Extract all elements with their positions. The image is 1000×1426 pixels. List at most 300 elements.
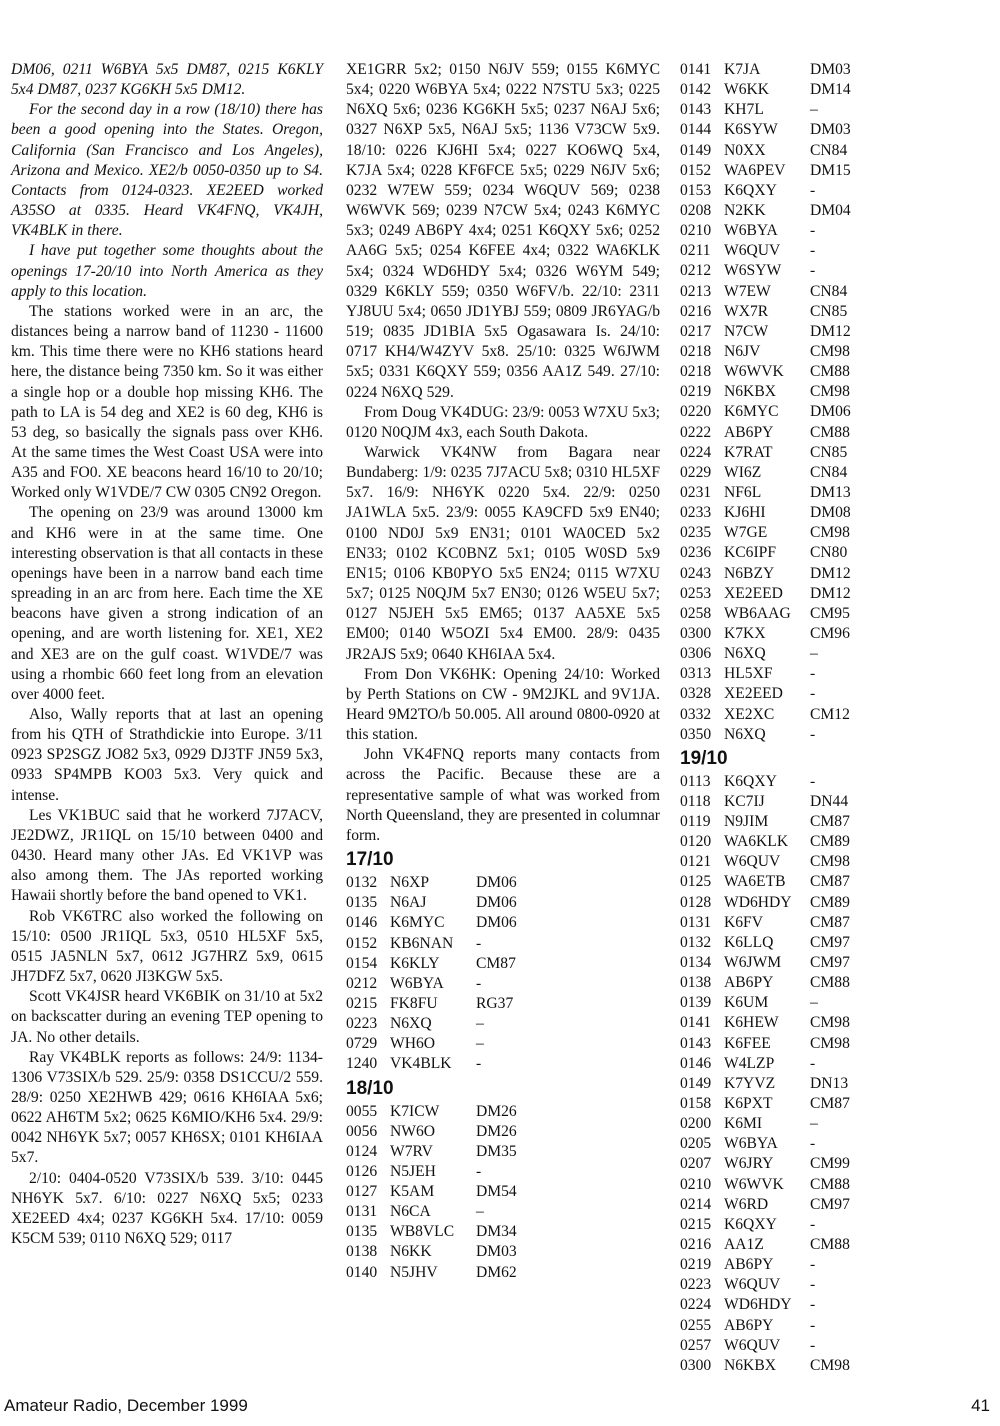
log-callsign: W6JWM: [724, 954, 782, 972]
log-time: 0210: [680, 1175, 712, 1193]
log-grid: CM12: [810, 705, 850, 723]
log-grid: -: [810, 1276, 816, 1294]
col2_text-paragraph: From Doug VK4DUG: 23/9: 0053 W7XU 5x3; 0120 N0QJM 4x3, each South Dakota.: [346, 403, 660, 441]
log-row: [680, 80, 990, 100]
log-row: [346, 1263, 660, 1283]
log-row: [346, 1242, 660, 1262]
log-time: 0134: [680, 954, 712, 972]
log-callsign: AB6PY: [724, 974, 774, 992]
log-callsign: K5AM: [390, 1183, 435, 1201]
log-row: [680, 261, 990, 281]
log-row: [680, 282, 990, 302]
log-time: 0158: [680, 1095, 712, 1113]
log-row: [680, 1195, 990, 1215]
log-callsign: K7RAT: [724, 443, 773, 461]
log-callsign: WA6KLK: [724, 833, 789, 851]
log-callsign: K6MYC: [390, 914, 445, 932]
log-grid: CN84: [810, 282, 848, 300]
log-row: [680, 725, 990, 745]
log-time: 0253: [680, 584, 712, 602]
log-row: [680, 503, 990, 523]
col1-paragraph: The opening on 23/9 was around 13000 km and KH6 were in at the same time. One interesting observation is that all contacts in these openings have been in a narrow band each time spreading in an arc from here. Each time the XE beacons have given a strong indication of an opening, and are worth listening for. XE1, XE2 and XE3 are on the gulf coast. W1VDE/7 was using a rhombic 660 feet long from an elevation over 4000 feet.: [11, 504, 323, 703]
log-callsign: WH6O: [390, 1035, 436, 1053]
log-time: 0223: [680, 1276, 712, 1294]
log-row: [680, 973, 990, 993]
log-grid: DM34: [476, 1223, 517, 1241]
log-row: [680, 1134, 990, 1154]
log-callsign: W6BYA: [724, 1135, 778, 1153]
log-row: [680, 241, 990, 261]
log-grid: -: [810, 1054, 816, 1072]
log-grid: CM97: [810, 933, 850, 951]
log-time: 0213: [680, 282, 712, 300]
log-row: [680, 564, 990, 584]
log-grid: CM96: [810, 624, 850, 642]
log-row: [346, 1102, 660, 1122]
log-row: [346, 1014, 660, 1034]
log-grid: DM14: [810, 81, 851, 99]
log-callsign: N2KK: [724, 201, 766, 219]
log-time: 0138: [680, 974, 712, 992]
log-time: 0258: [680, 604, 712, 622]
log-grid: -: [810, 1316, 816, 1334]
log-callsign: N6BZY: [724, 564, 775, 582]
log-time: 0212: [346, 974, 378, 992]
log-row: [680, 1013, 990, 1033]
log-row: [346, 934, 660, 954]
log-callsign: K6MYC: [724, 403, 779, 421]
log-time: 0223: [346, 1015, 378, 1033]
log-callsign: XE2EED: [724, 685, 783, 703]
log-callsign: N9JIM: [724, 813, 769, 831]
log-callsign: KJ6HI: [724, 504, 766, 522]
log-time: 0313: [680, 665, 712, 683]
log-grid: CM98: [810, 1014, 850, 1032]
log-time: 0146: [680, 1054, 712, 1072]
log-row: [346, 913, 660, 933]
log-grid: CM95: [810, 604, 850, 622]
log-time: 0056: [346, 1122, 378, 1140]
log-time: 0231: [680, 483, 712, 501]
log-time: 0138: [346, 1243, 378, 1261]
log-row: [680, 772, 990, 792]
log-grid: DM12: [810, 322, 851, 340]
log-callsign: K7YVZ: [724, 1074, 776, 1092]
log-time: 0229: [680, 463, 712, 481]
log-grid: DM03: [810, 61, 851, 78]
page-footer: [0, 1396, 1000, 1420]
log-row: [680, 1215, 990, 1235]
log-callsign: W6QUV: [724, 1336, 781, 1354]
log-row: [680, 382, 990, 402]
log-row: [680, 832, 990, 852]
log-row: [346, 1202, 660, 1222]
log-time: 0328: [680, 685, 712, 703]
log-time: 0118: [680, 792, 711, 810]
log-row: [680, 1074, 990, 1094]
log-callsign: K6MI: [724, 1115, 763, 1133]
col2_text-paragraph: From Don VK6HK: Opening 24/10: Worked by Perth Stations on CW - 9M2JKL and 9V1JA. Heard 9M2TO/b 50.005. All around 0800-0920 at this station.: [346, 665, 660, 744]
log-grid: CM98: [810, 1034, 850, 1052]
log-grid: DM03: [810, 121, 851, 139]
log-row: [680, 362, 990, 382]
log-grid: DM12: [810, 564, 851, 582]
log-grid: -: [810, 1336, 816, 1354]
log-time: 0215: [346, 994, 378, 1012]
log-grid: -: [810, 242, 816, 260]
log-grid: CM97: [810, 1195, 850, 1213]
log-time: 0235: [680, 524, 712, 542]
log-time: 0141: [680, 61, 712, 78]
log-time: 0236: [680, 544, 712, 562]
log-row: [680, 1356, 990, 1376]
log-grid: -: [810, 725, 816, 743]
log-grid: CM88: [810, 423, 850, 441]
log-time: 0215: [680, 1215, 712, 1233]
log-row: [680, 644, 990, 664]
log-row: [346, 873, 660, 893]
log-callsign: K7KX: [724, 624, 766, 642]
log-row: [680, 953, 990, 973]
log-grid: DM06: [810, 403, 851, 421]
log-grid: -: [810, 181, 816, 199]
log-callsign: K6SYW: [724, 121, 778, 139]
log-grid: CM89: [810, 833, 850, 851]
log-row: [680, 483, 990, 503]
log-callsign: W4LZP: [724, 1054, 775, 1072]
date-heading: 17/10: [346, 849, 394, 871]
log-grid: CN85: [810, 302, 848, 320]
log-time: 0142: [680, 81, 712, 99]
log-grid: CM87: [810, 913, 850, 931]
log-time: 0149: [680, 141, 712, 159]
log-callsign: W6JRY: [724, 1155, 774, 1173]
log-grid: CM88: [810, 1175, 850, 1193]
log-callsign: N6CA: [390, 1203, 431, 1221]
log-row: [680, 852, 990, 872]
log-row: [346, 1054, 660, 1074]
log-grid: CM87: [810, 1095, 850, 1113]
log-time: 0219: [680, 1256, 712, 1274]
log-time: 0121: [680, 853, 712, 871]
date-heading: 19/10: [680, 747, 728, 769]
log-callsign: WB8VLC: [390, 1223, 455, 1241]
log-row: [680, 933, 990, 953]
log-callsign: W7GE: [724, 524, 768, 542]
log-grid: –: [476, 1035, 484, 1053]
log-row: [680, 1054, 990, 1074]
log-grid: DM54: [476, 1183, 517, 1201]
log-callsign: K6QXY: [724, 181, 777, 199]
col1-paragraph: Rob VK6TRC also worked the following on 15/10: 0500 JR1IQL 5x3, 0510 HL5XF 5x5, 0515 JA5NLN 5x7, 0612 JG7HRZ 5x9, 0615 JH7DFZ 5x7, 0620 JI3KGW 5x5.: [11, 907, 323, 986]
log-callsign: FK8FU: [390, 994, 438, 1012]
log-row: [680, 584, 990, 604]
log-row: [680, 1175, 990, 1195]
log-time: 1240: [346, 1055, 378, 1073]
log-grid: DM13: [810, 483, 851, 501]
log-grid: CM87: [810, 813, 850, 831]
log-grid: CN84: [810, 141, 848, 159]
log-time: 0132: [680, 933, 712, 951]
log-callsign: W6KK: [724, 81, 770, 99]
log-time: 0214: [680, 1195, 712, 1213]
log-grid: –: [810, 101, 818, 119]
log-row: [680, 423, 990, 443]
log-grid: CM98: [810, 1356, 850, 1374]
log-callsign: K6HEW: [724, 1014, 779, 1032]
log-callsign: K7ICW: [390, 1102, 440, 1120]
log-callsign: N6XQ: [724, 725, 766, 743]
log-grid: -: [810, 1256, 816, 1274]
log-grid: RG37: [476, 994, 514, 1012]
log-callsign: W6BYA: [724, 222, 778, 240]
log-row: [680, 705, 990, 725]
log-row: [680, 604, 990, 624]
log-time: 0152: [346, 934, 378, 952]
log-row: [680, 443, 990, 463]
log-grid: CM87: [810, 873, 850, 891]
log-grid: -: [476, 934, 482, 952]
log-callsign: N6KBX: [724, 383, 776, 401]
log-row: [680, 221, 990, 241]
log-time: 0143: [680, 1034, 712, 1052]
log-grid: -: [810, 1215, 816, 1233]
log-time: 0143: [680, 101, 712, 119]
log-row: [680, 1336, 990, 1356]
log-callsign: N6AJ: [390, 894, 427, 912]
log-row: [346, 954, 660, 974]
log-callsign: VK4BLK: [390, 1055, 452, 1073]
log-grid: CM97: [810, 954, 850, 972]
log-row: [680, 664, 990, 684]
log-time: 0055: [346, 1102, 378, 1120]
log-row: [680, 342, 990, 362]
log-time: 0300: [680, 624, 712, 642]
log-callsign: W7EW: [724, 282, 771, 300]
log-grid: DM26: [476, 1102, 517, 1120]
log-time: 0139: [680, 994, 712, 1012]
log-row: [680, 1114, 990, 1134]
log-callsign: AA1Z: [724, 1236, 764, 1254]
log-time: 0243: [680, 564, 712, 582]
log-grid: DM26: [476, 1122, 517, 1140]
date-heading: 18/10: [346, 1077, 394, 1099]
col2_text-paragraph: XE1GRR 5x2; 0150 N6JV 559; 0155 K6MYC 5x4; 0220 W6BYA 5x4; 0222 N7STU 5x3; 0225 N6XQ 5x6; 0236 KG6KH 5x5; 0237 N6AJ 5x6; 0327 N6XP 5x5, N6AJ 5x5; 1136 V73CW 5x9. 18/10: 0226 KJ6HI 5x4; 0227 KO6WQ 5x4, K7JA 5x4; 0228 KF6FCE 5x5; 0229 N6JV 5x6; 0232 W7EW 559; 0234 W6QUV 569; 0238 W6WVK 569; 0239 N7CW 5x4; 0243 K6MYC 5x3; 0249 AB6PY 4x4; 0251 K6QXY 5x6; 0252 AA6G 5x5; 0254 K6FEE 4x4; 0322 WA6KLK 5x4; 0324 WD6HDY 5x4; 0326 W6YM 549; 0329 K6KLY 559; 0350 W6FV/b. 22/10: 2311 YJ8UU 5x4; 0650 JD1YBJ 559; 0809 JR6YAG/b 519; 0835 JD1BIA 5x5 Ogasawara Is. 24/10: 0717 KH4/W4ZYV 5x8. 25/10: 0325 W6JWM 5x5; 0331 K6QXY 559; 0356 AA1Z 549. 27/10: 0224 N6XQ 529.: [346, 61, 660, 401]
log-row: [346, 1122, 660, 1142]
col1-paragraph: Ray VK4BLK reports as follows: 24/9: 1134-1306 V73SIX/b 529. 25/9: 0358 DS1CCU/2 559. 28/9: 0250 XE2HWB 429; 0616 KH6IAA 5x6; 0622 AH6TM 5x2; 0625 K6MIO/KH6 5x4. 29/9: 0042 NH6YK 5x7; 0057 KH6SX; 0101 KH6IAA 5x7.: [11, 1048, 323, 1167]
log-grid: DM12: [810, 584, 851, 602]
log-time: 0306: [680, 645, 712, 663]
log-time: 0119: [680, 813, 711, 831]
log-time: 0218: [680, 342, 712, 360]
log-row: [346, 994, 660, 1014]
log-time: 0146: [346, 914, 378, 932]
log-callsign: KC6IPF: [724, 544, 776, 562]
log-grid: -: [810, 772, 816, 790]
log-grid: CM98: [810, 383, 850, 401]
col1-paragraph: Also, Wally reports that at last an opening from his QTH of Strathdickie into Europe. 3/11 0923 SP2SGZ JO82 5x3, 0929 DJ3TF JN59 5x3, 0933 SP4MPB KO03 5x3. Very quick and intense.: [11, 706, 323, 804]
log-grid: CM87: [476, 954, 516, 972]
log-row: [680, 1154, 990, 1174]
log-grid: DM15: [810, 161, 851, 179]
log-callsign: K6FEE: [724, 1034, 771, 1052]
log-row: [680, 1235, 990, 1255]
log-time: 0255: [680, 1316, 712, 1334]
col1-paragraph: DM06, 0211 W6BYA 5x5 DM87, 0215 K6KLY 5x4 DM87, 0237 KG6KH 5x5 DM12.: [11, 61, 323, 99]
log-time: 0131: [680, 913, 712, 931]
log-time: 0211: [680, 242, 711, 260]
log-row: [680, 60, 990, 80]
log-callsign: W6SYW: [724, 262, 782, 280]
log-row: [680, 120, 990, 140]
log-callsign: N6XQ: [390, 1015, 432, 1033]
log-row: [346, 1034, 660, 1054]
log-time: 0135: [346, 894, 378, 912]
log-row: [680, 1034, 990, 1054]
log-grid: -: [476, 974, 482, 992]
log-grid: CN85: [810, 443, 848, 461]
log-callsign: N6XP: [390, 874, 429, 892]
log-grid: –: [476, 1015, 484, 1033]
log-callsign: N6XQ: [724, 645, 766, 663]
log-time: 0120: [680, 833, 712, 851]
log-callsign: W6QUV: [724, 1276, 781, 1294]
log-row: [680, 872, 990, 892]
log-grid: DM08: [810, 504, 851, 522]
column-2: [346, 60, 660, 1283]
log-callsign: AB6PY: [724, 1256, 774, 1274]
log-row: [680, 543, 990, 563]
log-row: [680, 1316, 990, 1336]
log-callsign: WB6AAG: [724, 604, 791, 622]
log-row: [680, 1094, 990, 1114]
log-row: [680, 812, 990, 832]
log-callsign: N6KBX: [724, 1356, 776, 1374]
log-time: 0212: [680, 262, 712, 280]
log-callsign: KB6NAN: [390, 934, 454, 952]
log-row: [680, 684, 990, 704]
log-callsign: W6QUV: [724, 853, 781, 871]
log-time: 0153: [680, 181, 712, 199]
log-time: 0220: [680, 403, 712, 421]
log-callsign: AB6PY: [724, 423, 774, 441]
log-row: [680, 1275, 990, 1295]
log-row: [680, 141, 990, 161]
log-callsign: WI6Z: [724, 463, 762, 481]
log-callsign: W6BYA: [390, 974, 444, 992]
log-callsign: XE2EED: [724, 584, 783, 602]
log-time: 0124: [346, 1142, 378, 1160]
log-grid: DM62: [476, 1263, 517, 1281]
log-grid: CM89: [810, 893, 850, 911]
log-row: [680, 402, 990, 422]
publication-title: Amateur Radio, December 1999: [4, 1396, 248, 1415]
log-time: 0233: [680, 504, 712, 522]
log-grid: -: [476, 1055, 482, 1073]
log-grid: CM88: [810, 1236, 850, 1254]
log-grid: CM88: [810, 363, 850, 381]
log-row: [346, 1142, 660, 1162]
log-callsign: K6FV: [724, 913, 763, 931]
log-time: 0200: [680, 1115, 712, 1133]
log-callsign: WD6HDY: [724, 893, 792, 911]
log-time: 0207: [680, 1155, 712, 1173]
log-grid: CN84: [810, 463, 848, 481]
col1-paragraph: The stations worked were in an arc, the distances being a narrow band of 11230 - 11600 km. This time there were no KH6 stations heard here, the distance being 7350 km. So it was either a single hop or a double hop missing KH6. The path to LA is 54 deg and XE2 is 60 deg, KH6 is 53 deg, so basically the signals pass over KH6. At the same times the West Coast USA were into A35 and FO0. XE beacons heard 16/10 to 20/10; Worked only W1VDE/7 CW 0305 CN92 Oregon.: [11, 302, 323, 502]
log-callsign: AB6PY: [724, 1316, 774, 1334]
log-grid: -: [810, 222, 816, 240]
col1-paragraph: For the second day in a row (18/10) there has been a good opening into the States. Oregon, California (San Francisco and Los Angeles), Arizona and Mexico. XE2/b 0050-0350 up to S4. Contacts from 0124-0323. XE2EED worked A35SO at 0335. Heard VK4FNQ, VK4JH, VK4BLK in there.: [11, 101, 323, 240]
log-time: 0205: [680, 1135, 712, 1153]
log-grid: DN44: [810, 792, 849, 810]
log-grid: CM88: [810, 974, 850, 992]
log-time: 0128: [680, 893, 712, 911]
log-callsign: WA6PEV: [724, 161, 786, 179]
log-grid: DM06: [476, 874, 517, 892]
log-grid: -: [810, 1296, 816, 1314]
log-row: [346, 1182, 660, 1202]
log-callsign: WA6ETB: [724, 873, 786, 891]
log-time: 0208: [680, 201, 712, 219]
log-time: 0224: [680, 443, 712, 461]
col2_text-paragraph: Warwick VK4NW from Bagara near Bundaberg: 1/9: 0235 7J7ACU 5x8; 0310 HL5XF 5x7. 16/9: NH6YK 0220 5x4. 22/9: 0250 JA1WLA 5x5. 23/9: 0055 KA9CFD 5x9 EN40; 0100 ND0J 5x9 EN31; 0101 WA0CED 5x2 EN33; 0102 KC0BNZ 5x1; 0105 W0SD 5x9 EN15; 0106 KB0PYO 5x5 EN24; 0115 W7XU 5x7; 0125 N0QJM 5x7 EN30; 0126 W5EU 5x7; 0127 N5JEH 5x5 EM65; 0137 AA5XE 5x5 EM00; 0140 W5OZI 5x4 EM00. 28/9: 0435 JR2AJS 5x9; 0640 KH6IAA 5x4.: [346, 443, 660, 663]
log-callsign: W6RD: [724, 1195, 769, 1213]
log-row: [680, 993, 990, 1013]
log-callsign: K7JA: [724, 61, 761, 78]
log-time: 0350: [680, 725, 712, 743]
log-grid: -: [810, 1135, 816, 1153]
log-callsign: KH7L: [724, 101, 764, 119]
log-row: [680, 100, 990, 120]
log-grid: DM06: [476, 894, 517, 912]
log-grid: –: [476, 1203, 484, 1221]
log-row: [680, 161, 990, 181]
log-row: [346, 1222, 660, 1242]
log-callsign: K6KLY: [390, 954, 440, 972]
log-callsign: W6WVK: [724, 1175, 784, 1193]
log-row: [680, 322, 990, 342]
log-callsign: XE2XC: [724, 705, 775, 723]
log-callsign: W7RV: [390, 1142, 433, 1160]
log-time: 0218: [680, 363, 712, 381]
log-grid: DM03: [476, 1243, 517, 1261]
log-row: [346, 893, 660, 913]
log-callsign: N5JHV: [390, 1263, 438, 1281]
log-row: [680, 302, 990, 322]
log-callsign: K6LLQ: [724, 933, 774, 951]
log-row: [680, 201, 990, 221]
log-grid: DM04: [810, 201, 851, 219]
log-row: [680, 181, 990, 201]
log-time: 0219: [680, 383, 712, 401]
log-callsign: K6QXY: [724, 1215, 777, 1233]
log-grid: CM99: [810, 1155, 850, 1173]
log-time: 0149: [680, 1074, 712, 1092]
log-row: [680, 624, 990, 644]
log-callsign: NF6L: [724, 483, 762, 501]
col2_text-paragraph: John VK4FNQ reports many contacts from across the Pacific. Because these are a representative sample of what was worked from North Queensland, they are presented in columnar form.: [346, 746, 660, 844]
log-time: 0154: [346, 954, 378, 972]
col1-paragraph: 2/10: 0404-0520 V73SIX/b 539. 3/10: 0445 NH6YK 5x7. 6/10: 0227 N6XQ 5x5; 0233 XE2EED 4x4; 0237 KG6KH 5x4. 17/10: 0059 K5CM 539; 0110 N6XQ 529; 0117: [11, 1169, 323, 1248]
log-grid: DM06: [476, 914, 517, 932]
log-callsign: NW6O: [390, 1122, 436, 1140]
log-grid: -: [810, 685, 816, 703]
log-grid: CM98: [810, 853, 850, 871]
log-time: 0222: [680, 423, 712, 441]
log-callsign: W6QUV: [724, 242, 781, 260]
log-callsign: K6UM: [724, 994, 769, 1012]
log-grid: –: [810, 1115, 818, 1133]
